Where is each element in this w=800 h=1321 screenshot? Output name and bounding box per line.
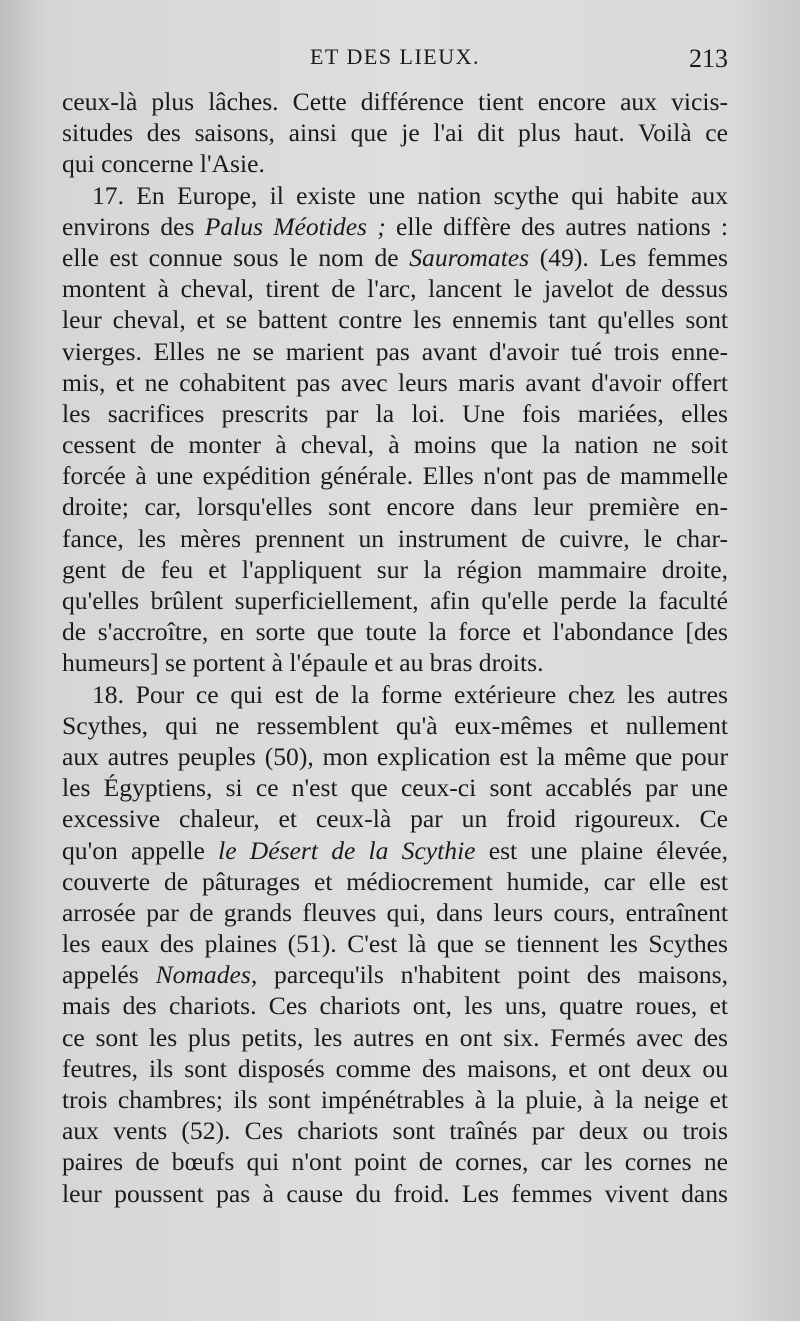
italic-term: le Désert de la Scythie xyxy=(218,835,476,865)
text-line: aux autres peuples (50), mon explication est la même que pour xyxy=(62,741,728,771)
text-line: vierges. Elles ne se marient pas avant d'avoir tué trois enne- xyxy=(62,336,728,366)
text-line: les eaux des plaines (51). C'est là que se tiennent les Scythes xyxy=(62,929,728,959)
text-line: trois chambres; ils sont impénétrables à la pluie, à la neige et xyxy=(62,1085,728,1114)
text-line: humeurs] se portent à l'épaule et au bras droits. xyxy=(62,648,544,678)
text-line: forcée à une expédition générale. Elles n'ont pas de mammelle xyxy=(62,461,728,491)
text-line: 18. Pour ce qui est de la forme extérieure chez les autres xyxy=(92,679,728,709)
italic-term: Sauromates xyxy=(409,242,530,272)
text-line: de s'accroître, en sorte que toute la force et l'abondance [des xyxy=(62,617,728,647)
text-line: leur cheval, et se battent contre les ennemis tant qu'elles sont xyxy=(62,305,728,335)
text-line xyxy=(62,211,728,242)
text-line: feutres, ils sont disposés comme des maisons, et ont deux ou xyxy=(62,1053,728,1083)
text-line: ceux-là plus lâches. Cette différence tient encore aux vicis- xyxy=(62,87,728,116)
text-line: excessive chaleur, et ceux-là par un froid rigoureux. Ce xyxy=(62,804,728,834)
text-line: fance, les mères prennent un instrument de cuivre, le char- xyxy=(62,523,728,553)
text-line: mis, et ne cohabitent pas avec leurs maris avant d'avoir offert xyxy=(62,367,728,397)
text-line: ce sont les plus petits, les autres en ont six. Fermés avec des xyxy=(62,1022,728,1052)
text-line: mais des chariots. Ces chariots ont, les uns, quatre roues, et xyxy=(62,991,728,1021)
italic-term: Nomades, xyxy=(155,960,258,990)
text-line xyxy=(62,835,728,866)
running-head xyxy=(62,44,728,80)
text-line: montent à cheval, tirent de l'arc, lancent le javelot de dessus xyxy=(62,274,728,304)
text-line: qui concerne l'Asie. xyxy=(62,149,265,179)
text-segment: parcequ'ils n'habitent point des maisons, xyxy=(257,960,728,990)
text-segment: est une plaine élevée, xyxy=(475,835,728,865)
text-line xyxy=(62,242,728,273)
text-segment: appelés xyxy=(62,960,156,990)
body-text xyxy=(62,86,728,1209)
text-line xyxy=(62,959,728,990)
text-segment: elle est connue sous le nom de xyxy=(62,242,410,272)
text-line: qu'elles brûlent superficiellement, afin qu'elle perde la faculté xyxy=(62,586,728,615)
text-segment: (49). Les femmes xyxy=(529,242,728,272)
text-line: droite; car, lorsqu'elles sont encore dans leur première en- xyxy=(62,492,728,522)
text-line: les sacrifices prescrits par la loi. Une fois mariées, elles xyxy=(62,398,728,428)
text-line: situdes des saisons, ainsi que je l'ai dit plus haut. Voilà ce xyxy=(62,118,728,148)
text-line: les Égyptiens, si ce n'est que ceux-ci sont accablés par une xyxy=(62,773,728,803)
text-segment: environs des xyxy=(62,211,205,241)
running-title: ET DES LIEUX. xyxy=(309,44,481,69)
text-line: couverte de pâturages et médiocrement humide, car elle est xyxy=(62,866,728,896)
page-number: 213 xyxy=(689,44,728,73)
text-line: gent de feu et l'appliquent sur la région mammaire droite, xyxy=(62,554,728,584)
italic-term: Palus Méotides ; xyxy=(204,211,386,241)
text-line: 17. En Europe, il existe une nation scythe qui habite aux xyxy=(92,180,728,210)
text-line: leur poussent pas à cause du froid. Les femmes vivent dans xyxy=(62,1178,728,1208)
text-line: arrosée par de grands fleuves qui, dans leurs cours, entraînent xyxy=(62,897,728,927)
text-line: Scythes, qui ne ressemblent qu'à eux-mêmes et nullement xyxy=(62,710,728,740)
text-line: cessent de monter à cheval, à moins que la nation ne soit xyxy=(62,430,728,460)
text-line: aux vents (52). Ces chariots sont traînés par deux ou trois xyxy=(62,1116,728,1146)
text-line: paires de bœufs qui n'ont point de cornes, car les cornes ne xyxy=(62,1147,728,1177)
text-segment: qu'on appelle xyxy=(62,835,219,865)
text-segment: elle diffère des autres nations : xyxy=(385,211,728,241)
